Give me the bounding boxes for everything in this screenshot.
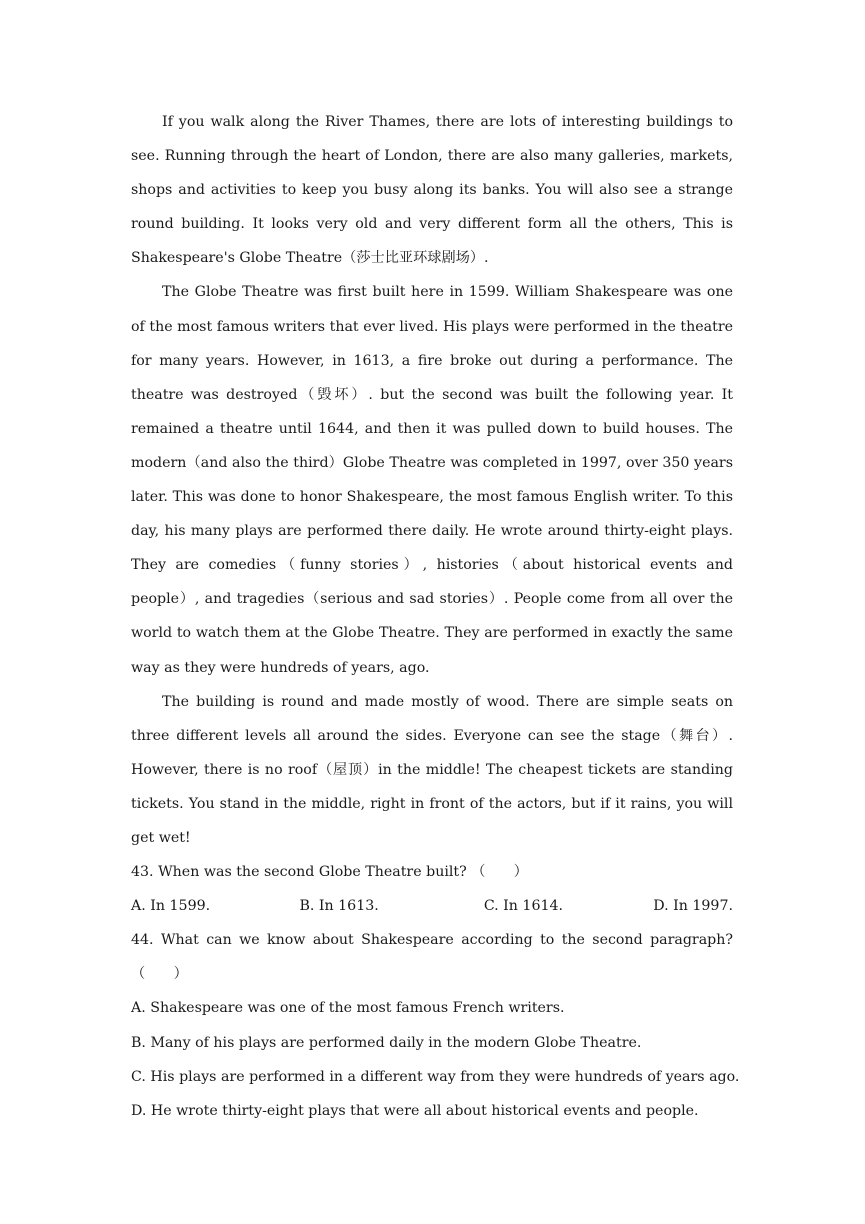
question-43-option-c: C. In 1614. [483, 898, 564, 915]
question-44-option-b: B. Many of his plays are performed daily in the modern Globe Theatre. [131, 1034, 642, 1051]
passage-paragraph-1: If you walk along the River Thames, there are lots of interesting buildings to see. Running through the heart of London, there are also many galleries, markets, shops and activities to keep you busy along its banks. You will also see a strange round building. It looks very old and very different form all the others, This is Shakespeare's Globe Theatre（莎士比亚环球剧场）. [131, 114, 733, 267]
question-43-option-a: A. In 1599. [131, 898, 211, 915]
question-44-option-d: D. He wrote thirty-eight plays that were all about historical events and people. [131, 1102, 699, 1119]
question-44-stem: 44. What can we know about Shakespeare according to the second paragraph? （ ） [131, 932, 733, 983]
passage-paragraph-2: The Globe Theatre was first built here in 1599. William Shakespeare was one of the most famous writers that ever lived. His plays were performed in the theatre for many years. However, in 1613, a fire broke out during a performance. The theatre was destroyed（毁坏）. but the second was built the following year. It remained a theatre until 1644, and then it was pulled down to build houses. The modern（and also the third）Globe Theatre was completed in 1997, over 350 years later. This was done to honor Shakespeare, the most famous English writer. To this day, his many plays are performed there daily. He wrote around thirty-eight plays. They are comedies（funny stories）, histories（about historical events and people）, and tragedies（serious and sad stories）. People come from all over the world to watch them at the Globe Theatre. They are performed in exactly the same way as they were hundreds of years, ago. [131, 284, 733, 676]
question-43 [131, 855, 733, 923]
passage-paragraph-3: The building is round and made mostly of wood. There are simple seats on three different levels all around the sides. Everyone can see the stage（舞台）. However, there is no roof（屋顶）in the middle! The cheapest tickets are standing tickets. You stand in the middle, right in front of the actors, but if it rains, you will get wet! [131, 693, 733, 846]
document-page [131, 105, 740, 1128]
question-44-option-c: C. His plays are performed in a different way from they were hundreds of years ago. [131, 1068, 740, 1085]
question-43-stem: 43. When was the second Globe Theatre built? （ ） [131, 864, 528, 881]
question-44 [131, 923, 740, 1128]
question-43-option-b: B. In 1613. [299, 898, 379, 915]
question-44-option-a: A. Shakespeare was one of the most famous French writers. [131, 1000, 565, 1017]
question-43-option-d: D. In 1997. [653, 898, 733, 915]
question-43-options [131, 889, 733, 923]
